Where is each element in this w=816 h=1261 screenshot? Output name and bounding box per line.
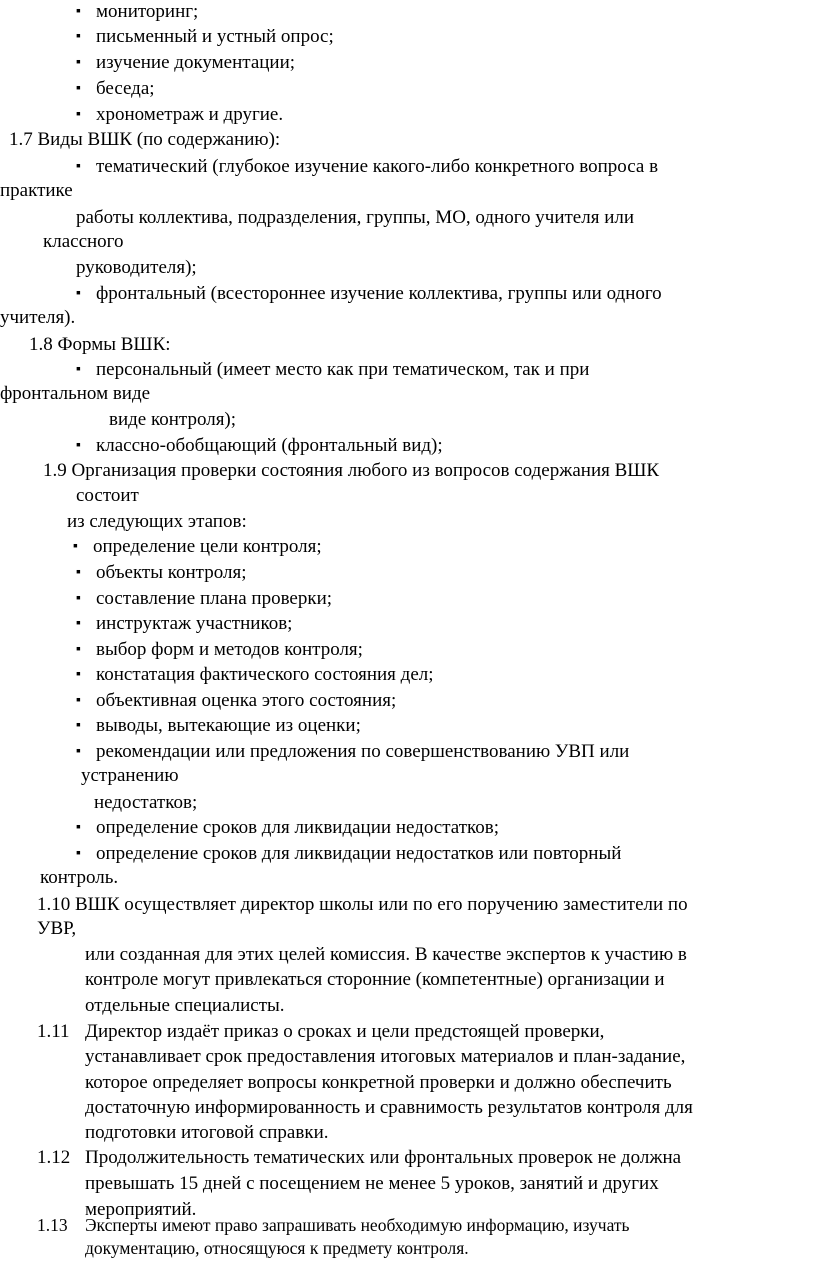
list-item-step: ▪ выбор форм и методов контроля;: [76, 638, 363, 662]
list-item-step: ▪ объекты контроля;: [76, 561, 246, 585]
paragraph-line: контроль.: [40, 867, 119, 888]
paragraph-line: недостатков;: [94, 792, 198, 813]
paragraph-line: руководителя);: [76, 257, 197, 278]
list-item-step: ▪ констатация фактического состояния дел;: [76, 663, 434, 687]
paragraph-line: превышать 15 дней с посещением не менее 5 уроков, занятий и других: [85, 1173, 659, 1194]
paragraph-line: достаточную информированность и сравнимость результатов контроля для: [85, 1097, 693, 1118]
list-item-step: ▪ выводы, вытекающие из оценки;: [76, 714, 361, 738]
section-heading-1-9: 1.9 Организация проверки состояния любого из вопросов содержания ВШК: [43, 460, 660, 481]
list-item-class-general: ▪ классно-обобщающий (фронтальный вид);: [76, 434, 443, 458]
paragraph-line: классного: [43, 231, 124, 252]
list-item-step: ▪ составление плана проверки;: [76, 587, 332, 611]
section-heading-1-7: 1.7 Виды ВШК (по содержанию):: [9, 129, 281, 150]
paragraph-line: состоит: [76, 485, 139, 506]
list-item-step: ▪ определение сроков для ликвидации недостатков;: [76, 816, 499, 840]
list-item-step: ▪ объективная оценка этого состояния;: [76, 689, 396, 713]
list-item-personal: ▪ персональный (имеет место как при тематическом, так и при: [76, 358, 589, 382]
list-item: ▪ мониторинг;: [76, 0, 198, 24]
paragraph-line: контроле могут привлекаться сторонние (компетентные) организации и: [85, 969, 665, 990]
list-item-step: ▪ инструктаж участников;: [76, 612, 292, 636]
list-item-step: ▪ определение сроков для ликвидации недостатков или повторный: [76, 842, 621, 866]
paragraph-line: которое определяет вопросы конкретной проверки и должно обеспечить: [85, 1072, 672, 1093]
paragraph-line: фронтальном виде: [0, 383, 151, 404]
section-number-1-11: 1.11: [37, 1021, 70, 1042]
paragraph-line: подготовки итоговой справки.: [85, 1122, 329, 1143]
list-item: ▪ письменный и устный опрос;: [76, 25, 334, 49]
paragraph-line: УВР,: [37, 918, 77, 939]
list-item-thematic: ▪ тематический (глубокое изучение какого-либо конкретного вопроса в: [76, 155, 658, 179]
section-heading-1-10: 1.10 ВШК осуществляет директор школы или по его поручению заместители по: [37, 894, 688, 915]
paragraph-line: из следующих этапов:: [67, 511, 247, 532]
paragraph-line: виде контроля);: [109, 409, 237, 430]
section-heading-1-8: 1.8 Формы ВШК:: [29, 334, 171, 355]
list-item: ▪ изучение документации;: [76, 51, 295, 75]
paragraph-line: Эксперты имеют право запрашивать необходимую информацию, изучать: [85, 1215, 630, 1235]
paragraph-line: документацию, относящуюся к предмету контроля.: [85, 1238, 469, 1258]
paragraph-line: практике: [0, 180, 73, 201]
paragraph-line: отдельные специалисты.: [85, 995, 285, 1016]
list-item-frontal: ▪ фронтальный (всестороннее изучение коллектива, группы или одного: [76, 282, 662, 306]
section-number-1-12: 1.12: [37, 1147, 71, 1168]
list-item: ▪ хронометраж и другие.: [76, 103, 283, 127]
list-item: ▪ беседа;: [76, 77, 155, 101]
paragraph-line: учителя).: [0, 307, 76, 328]
paragraph-line: Директор издаёт приказ о сроках и цели предстоящей проверки,: [85, 1021, 605, 1042]
paragraph-line: устранению: [81, 765, 179, 786]
paragraph-line: мероприятий.: [85, 1199, 197, 1220]
paragraph-line: или созданная для этих целей комиссия. В качестве экспертов к участию в: [85, 944, 687, 965]
paragraph-line: устанавливает срок предоставления итоговых материалов и план-задание,: [85, 1046, 686, 1067]
paragraph-line: работы коллектива, подразделения, группы, МО, одного учителя или: [76, 207, 635, 228]
list-item-step: ▪ рекомендации или предложения по совершенствованию УВП или: [76, 740, 629, 764]
list-item-step: ▪ определение цели контроля;: [73, 535, 322, 559]
paragraph-line: Продолжительность тематических или фронтальных проверок не должна: [85, 1147, 682, 1168]
section-number-1-13: 1.13: [37, 1215, 68, 1235]
